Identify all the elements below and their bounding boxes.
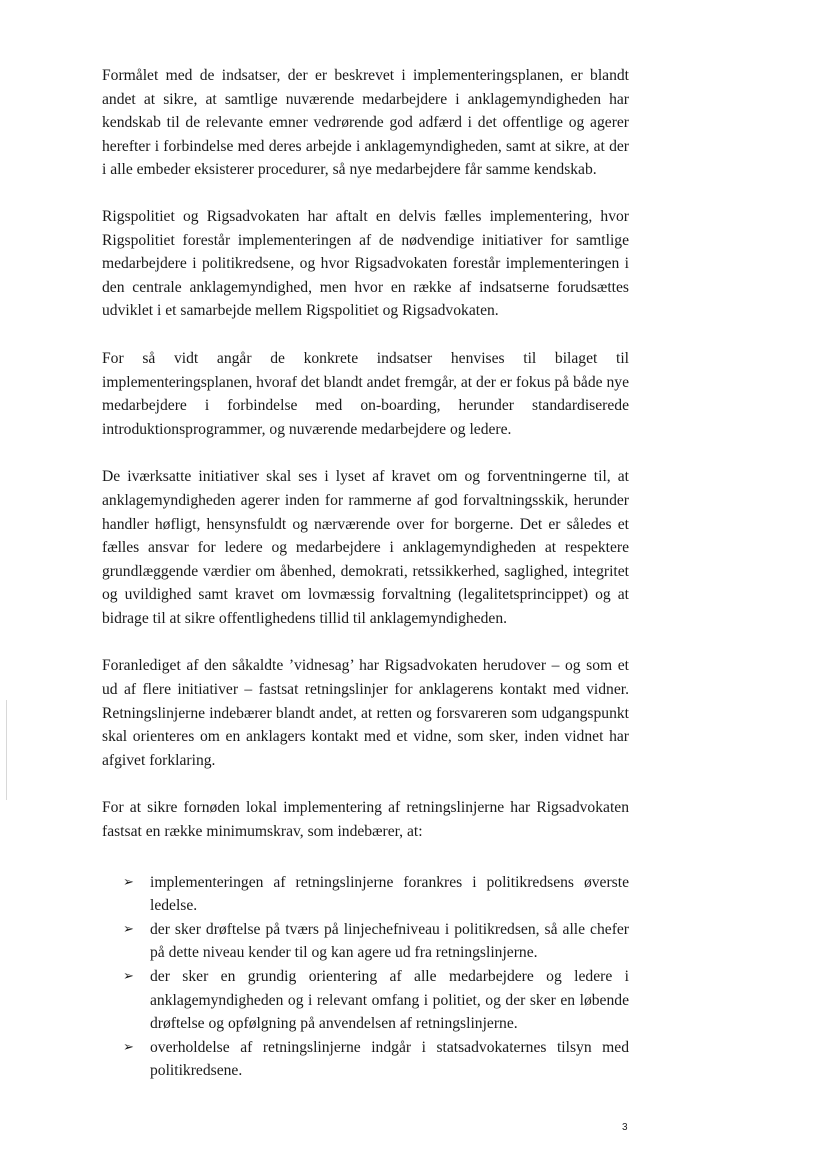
list-item-text: der sker en grundig orientering af alle medarbejdere og ledere i anklagemyndigheden og i relevant omfang i politiet, og der sker en løbende drøftelse og opfølgning på anvendelsen af retningslinjerne. [150, 968, 629, 1033]
arrow-bullet-icon: ➢ [123, 874, 134, 890]
paragraph-witness-case: Foranlediget af den såkaldte ’vidnesag’ har Rigsadvokaten herudover – og som et ud af flere initiativer – fastsat retningslinjer for anklagerens kontakt med vidner. Retningslinjerne indebærer blandt andet, at retten og forsvareren som udgangspunkt skal orienteres om en anklagers kontakt med et vidne, som sker, inden vidnet har afgivet forklaring. [102, 657, 629, 769]
paragraph-concrete-efforts: For så vidt angår de konkrete indsatser henvises til bilaget til implementeringsplanen, hvoraf det blandt andet fremgår, at der er fokus på både nye medarbejdere i forbindelse med on-boarding, herunder standardiserede introduktionsprogrammer, og nuværende medarbejdere og ledere. [102, 349, 629, 438]
paragraph-good-administration: De iværksatte initiativer skal ses i lyset af kravet om og forventningerne til, at anklagemyndigheden agerer inden for rammerne af god forvaltningsskik, herunder handler høfligt, hensynsfuldt og nærværende over for borgerne. Det er således et fælles ansvar for ledere og medarbejdere i anklagemyndigheden at respektere grundlæggende værdier om åbenhed, demokrati, retssikkerhed, saglighed, integritet og uvildighed samt kravet om lovmæssig forvaltning (legalitetsprincippet) og at bidrage til at sikre offentlighedens tillid til anklagemyndigheden. [102, 468, 629, 627]
list-item [102, 1036, 629, 1083]
arrow-bullet-icon: ➢ [123, 921, 134, 937]
list-item [102, 965, 629, 1036]
scan-edge-line [6, 700, 7, 800]
list-item [102, 918, 629, 965]
list-item-text: overholdelse af retningslinjerne indgår i statsadvokaternes tilsyn med politikredsene. [150, 1038, 629, 1080]
paragraph-joint-implementation: Rigspolitiet og Rigsadvokaten har aftalt en delvis fælles implementering, hvor Rigspolitiet forestår implementeringen af de nødvendige initiativer for samtlige medarbejdere i politikredsene, og hvor Rigsadvokaten forestår implementeringen i den centrale anklagemyndighed, men hvor en række af indsatserne forudsættes udviklet i et samarbejde mellem Rigspolitiet og Rigsadvokaten. [102, 207, 629, 320]
list-item-text: der sker drøftelse på tværs på linjechefniveau i politikredsen, så alle chefer på dette niveau kender til og kan agere ud fra retningslinjerne. [150, 920, 629, 962]
paragraph-purpose: Formålet med de indsatser, der er beskrevet i implementeringsplanen, er blandt andet at sikre, at samtlige nuværende medarbejdere i anklagemyndigheden har kendskab til de relevante emner vedrørende god adfærd i det offentlige og agerer herefter i forbindelse med deres arbejde i anklagemyndigheden, samt at sikre, at der i alle embeder eksisterer procedurer, så nye medarbejdere får samme kendskab. [102, 67, 629, 179]
list-item-text: implementeringen af retningslinjerne forankres i politikredsens øverste ledelse. [150, 873, 629, 915]
page-number: 3 [622, 1122, 628, 1133]
list-item [102, 871, 629, 918]
document-body [102, 64, 629, 1083]
paragraph-minimum-requirements: For at sikre fornøden lokal implementering af retningslinjerne har Rigsadvokaten fastsat en række minimumskrav, som indebærer, at: [102, 799, 629, 841]
requirements-list [102, 871, 629, 1083]
arrow-bullet-icon: ➢ [123, 969, 134, 984]
arrow-bullet-icon: ➢ [123, 1039, 134, 1055]
